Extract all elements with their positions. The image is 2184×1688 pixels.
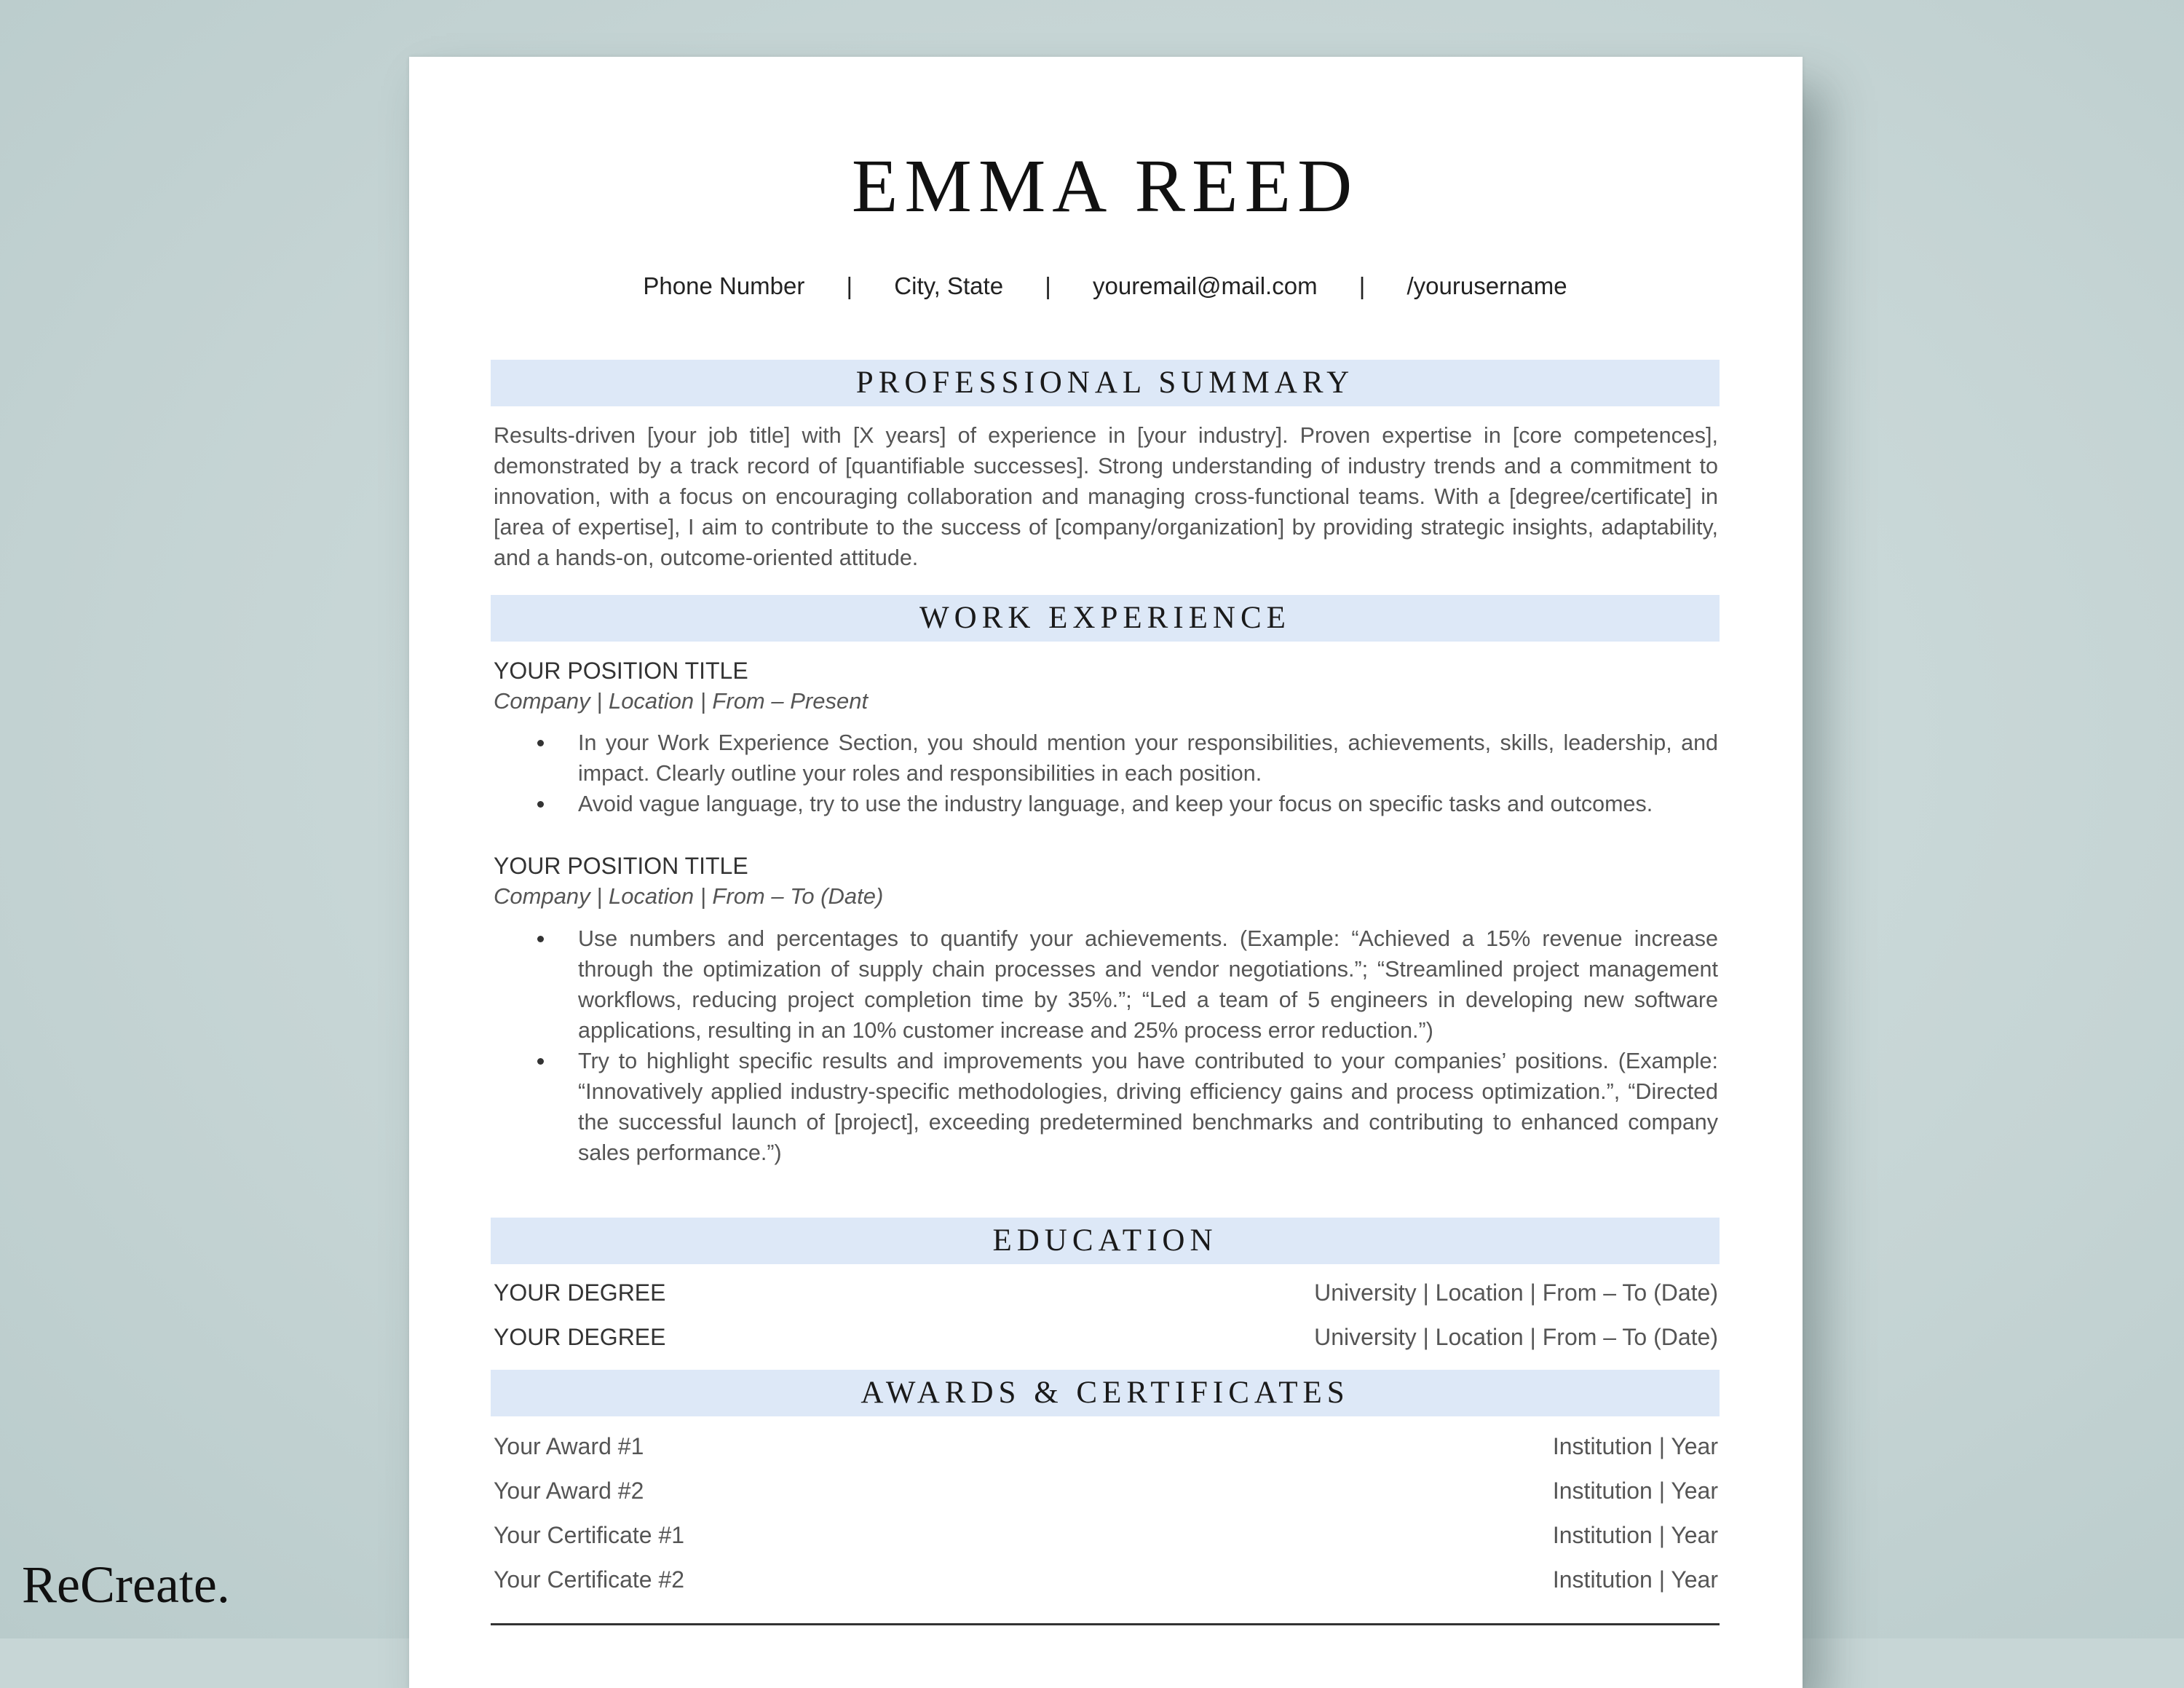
brand-watermark: ReCreate. [22,1555,230,1614]
bullet-item [578,789,1718,819]
contact-email: youremail@mail.com [1092,272,1318,299]
contact-separator: | [1045,272,1051,299]
award-row [494,1521,1718,1550]
bullet-text: Avoid vague language, try to use the industry language, and keep your focus on specific tasks and outcomes. [578,792,1653,816]
award-name: Your Certificate #1 [494,1522,685,1548]
award-details: Institution | Year [1552,1566,1718,1593]
contact-location: City, State [894,272,1004,299]
position-meta: Company | Location | From – Present [494,688,869,714]
contact-separator: | [1358,272,1366,299]
education-row [494,1278,1718,1307]
degree-details: University | Location | From – To (Date) [1314,1324,1718,1350]
position-title: YOUR POSITION TITLE [494,853,748,879]
position-title: YOUR POSITION TITLE [494,658,748,684]
contact-phone: Phone Number [643,272,805,299]
section-heading-awards: AWARDS & CERTIFICATES [491,1370,1720,1416]
section-heading-education: EDUCATION [491,1218,1720,1264]
section-heading-summary: PROFESSIONAL SUMMARY [491,360,1720,406]
position-bullets [578,727,1718,819]
bullet-item [578,1046,1718,1168]
award-row [494,1476,1718,1505]
contact-line [491,274,1720,298]
award-name: Your Award #2 [494,1478,644,1504]
bullet-item [578,727,1718,789]
position-bullets [578,923,1718,1168]
degree-name: YOUR DEGREE [494,1279,666,1306]
award-details: Institution | Year [1552,1522,1718,1548]
bullet-dot-icon [537,801,544,808]
degree-name: YOUR DEGREE [494,1324,666,1350]
award-details: Institution | Year [1552,1478,1718,1504]
bullet-dot-icon [537,936,544,942]
bullet-text: Try to highlight specific results and improvements you have contributed to your companies’ positions. (Example: “Innovatively applied industry-specific methodologies, driving efficiency gains and process optimization.”, “Directed the successful launch of [project], exceeding predetermined benchmarks and contributing to enhanced company sales performance.”) [578,1049,1718,1165]
bullet-dot-icon [537,740,544,746]
resume-page [409,57,1803,1688]
contact-profile: /yourusername [1406,272,1567,299]
position-meta: Company | Location | From – To (Date) [494,883,884,909]
education-row [494,1322,1718,1352]
award-row [494,1565,1718,1594]
bullet-text: In your Work Experience Section, you should mention your responsibilities, achievements, skills, leadership, and impact. Clearly outline your roles and responsibilities in each position. [578,730,1718,786]
section-heading-experience: WORK EXPERIENCE [491,595,1720,642]
award-name: Your Award #1 [494,1433,644,1459]
bullet-item [578,923,1718,1046]
award-details: Institution | Year [1552,1433,1718,1459]
summary-text: Results-driven [your job title] with [X years] of experience in [your industry]. Proven expertise in [core competences], demonstrated by a track record of [quantifiable successes]. Strong understanding of industry trends and a commitment to innovation, with a focus on encouraging collaboration and managing cross-functional teams. With a [degree/certificate] in [area of expertise], I aim to contribute to the success of [company/organization] by providing strategic insights, adaptability, and a hands-on, outcome-oriented attitude. [494,423,1718,570]
bullet-text: Use numbers and percentages to quantify your achievements. (Example: “Achieved a 15% revenue increase through the optimization of supply chain processes and vendor negotiations.”; “Streamlined project management workflows, reducing project completion time by 35%.”; “Led a team of 5 engineers in developing new software applications, resulting in an 10% customer increase and 25% process error reduction.”) [578,926,1718,1043]
award-name: Your Certificate #2 [494,1566,685,1593]
bottom-divider [491,1623,1720,1625]
degree-details: University | Location | From – To (Date) [1314,1279,1718,1306]
candidate-name: EMMA REED [851,144,1359,228]
contact-separator: | [846,272,853,299]
bullet-dot-icon [537,1058,544,1065]
award-row [494,1432,1718,1461]
